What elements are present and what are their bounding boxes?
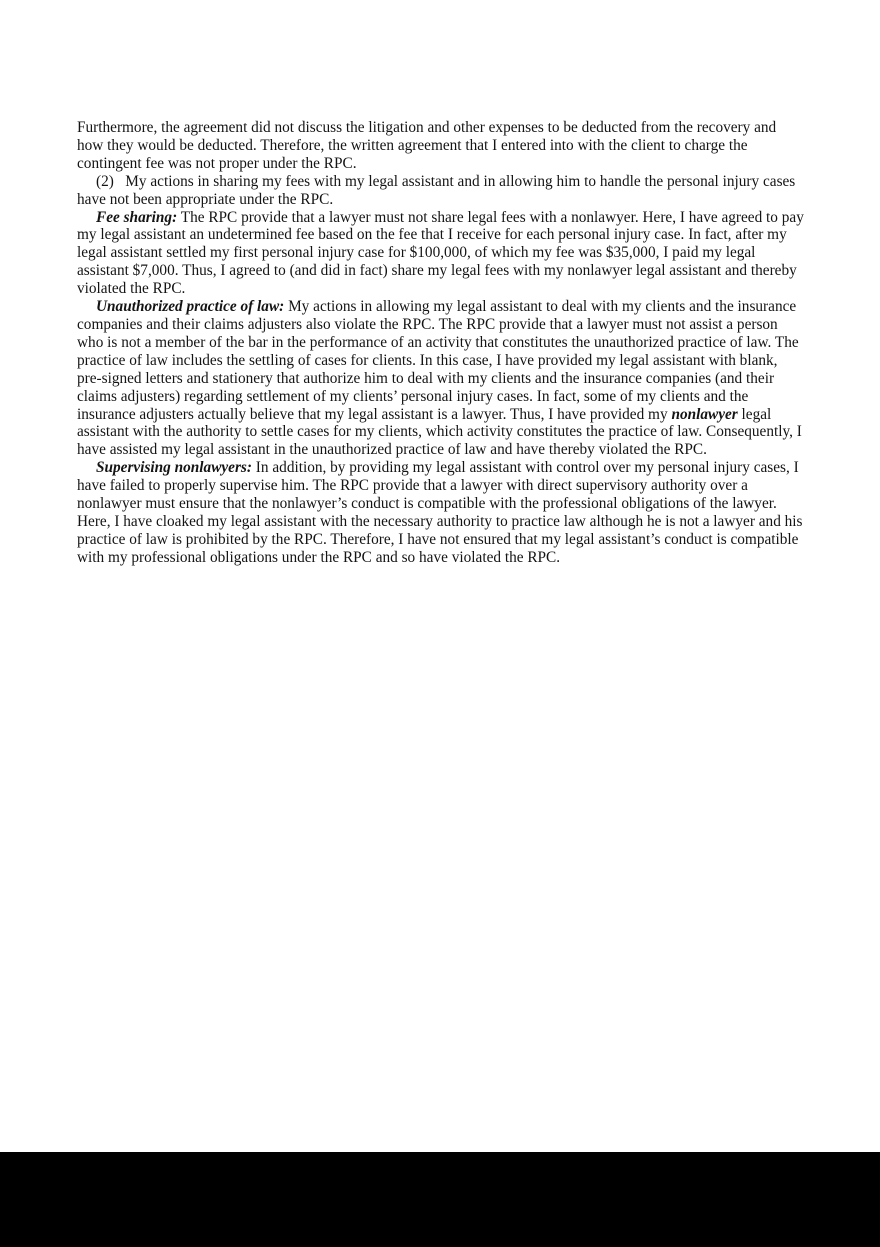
paragraph-text: (2) My actions in sharing my fees with my legal assistant and in allowing him to handle the personal injury cases have not been appropriate under the RPC. [77, 172, 796, 208]
essay-text-block [77, 119, 805, 567]
paragraph-unauthorized-practice [77, 298, 805, 459]
fee-sharing-heading: Fee sharing: [96, 208, 178, 226]
nonlawyer-emphasis: nonlawyer [671, 405, 738, 423]
paragraph-text: The RPC provide that a lawyer must not share legal fees with a nonlawyer. Here, I have agreed to pay my legal assistant an undetermined fee based on the fee that I receive for each personal injury case. In fact, after my legal assistant settled my first personal injury case for $100,000, of which my fee was $35,000, I paid my legal assistant $7,000. Thus, I agreed to (and did in fact) share my legal fees with my nonlawyer legal assistant and thereby violated the RPC. [77, 208, 804, 298]
paragraph-text: Furthermore, the agreement did not discuss the litigation and other expenses to be deducted from the recovery and how they would be deducted. Therefore, the written agreement that I entered into with the client to charge the contingent fee was not proper under the RPC. [77, 119, 777, 172]
unauthorized-practice-heading: Unauthorized practice of law: [96, 298, 285, 316]
paragraph-text: In addition, by providing my legal assistant with control over my personal injury cases, I have failed to properly supervise him. The RPC provide that a lawyer with direct supervisory authority over a nonlawyer must ensure that the nonlawyer’s conduct is compatible with the professional obligations of the lawyer. Here, I have cloaked my legal assistant with the necessary authority to practice law although he is not a lawyer and his practice of law is prohibited by the RPC. Therefore, I have not ensured that my legal assistant’s conduct is compatible with my professional obligations under the RPC and so have violated the RPC. [77, 459, 803, 566]
paragraph-contingent-fee-conclusion [77, 119, 805, 173]
paragraph-point-2 [77, 173, 805, 209]
paragraph-text: My actions in allowing my legal assistant to deal with my clients and the insurance companies and their claims adjusters also violate the RPC. The RPC provide that a lawyer must not assist a person who is not a member of the bar in the performance of an activity that constitutes the unauthorized practice of law. The practice of law includes the settling of cases for clients. In this case, I have provided my legal assistant with blank, pre-signed letters and stationery that authorize him to deal with my clients and the insurance companies (and their claims adjusters) regarding settlement of my clients’ personal injury cases. In fact, some of my clients and the insurance adjusters actually believe that my legal assistant is a lawyer. Thus, I have provided my [77, 298, 799, 423]
paragraph-fee-sharing [77, 209, 805, 299]
paragraph-supervising-nonlawyers [77, 459, 805, 566]
bottom-black-band [0, 1152, 880, 1247]
supervising-nonlawyers-heading: Supervising nonlawyers: [96, 459, 252, 477]
paragraph-text: legal assistant with the authority to settle cases for my clients, which activity constitutes the practice of law. Consequently, I have assisted my legal assistant in the unauthorized practice of law and have thereby violated the RPC. [77, 405, 802, 459]
